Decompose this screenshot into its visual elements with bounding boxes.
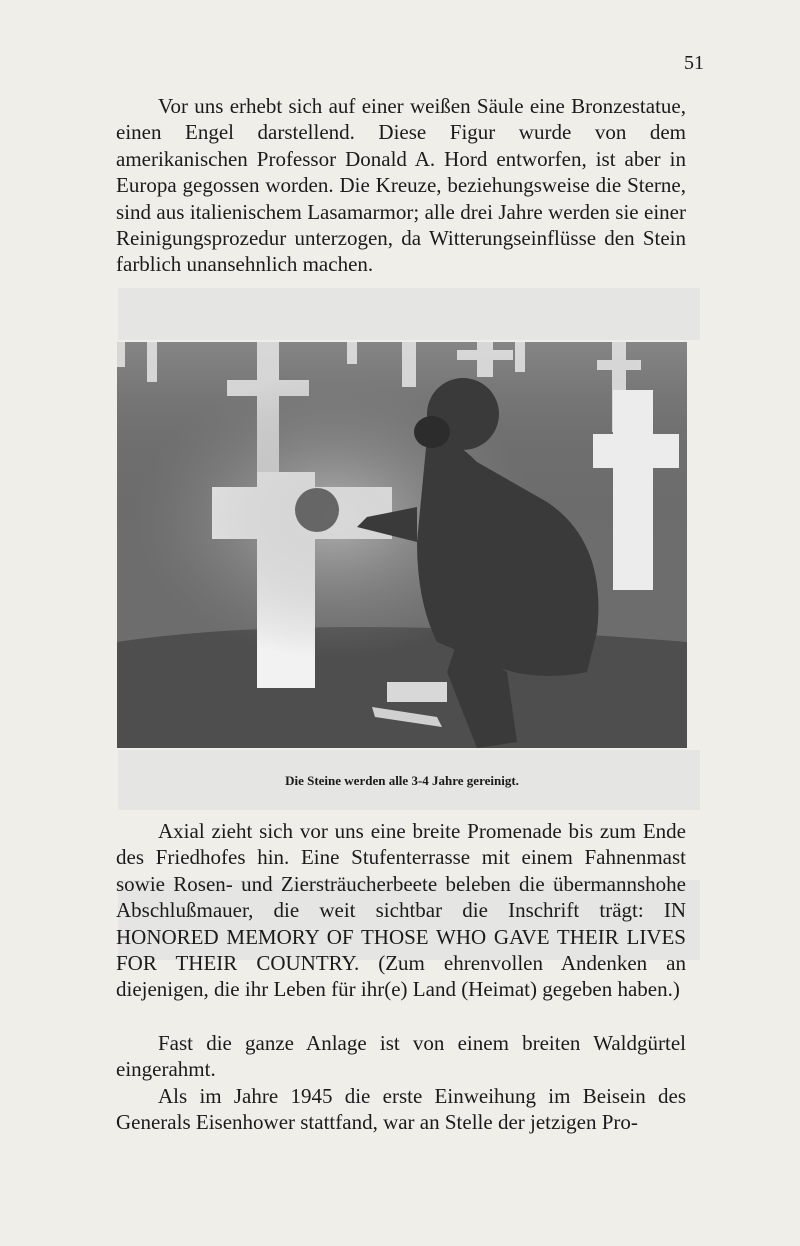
- page-number: 51: [684, 52, 704, 74]
- photo-caption: Die Steine werden alle 3-4 Jahre gereinigt.: [285, 773, 519, 788]
- paragraph-angel-statue: Vor uns erhebt sich auf einer weißen Säule eine Bronzestatue, einen Engel darstellend. Diese Figur wurde von dem amerikanischen Professor Donald A. Hord entworfen, ist aber in Europa gegossen worden. Die Kreuze, beziehungsweise die Sterne, sind aus italienischem Lasamarmor; alle drei Jahre werden sie einer Reinigungsprozedur unterzogen, da Witterungseinflüsse den Stein farblich unansehnlich machen.: [116, 94, 686, 277]
- photo-illustration: [117, 342, 687, 748]
- paragraph-promenade: Axial zieht sich vor uns eine breite Promenade bis zum Ende des Friedhofes hin. Eine Stufenterrasse mit einem Fahnenmast sowie Rosen- und Ziersträucherbeete beleben die übermannshohe Abschlußmauer, die weit sichtbar die Inschrift trägt: IN HONORED MEMORY OF THOSE WHO GAVE THEIR LIVES FOR THEIR COUNTRY. (Zum ehrenvollen Andenken an diejenigen, die ihr Leben für ihr(e) Land (Heimat) gegeben haben.): [116, 819, 686, 1002]
- paragraph-forest-belt: Fast die ganze Anlage ist von einem breiten Waldgürtel eingerahmt.: [116, 1031, 686, 1082]
- photo-cleaning-gravestones: [117, 342, 687, 748]
- paragraph-eisenhower: Als im Jahre 1945 die erste Einweihung im Beisein des Generals Eisenhower stattfand, war an Stelle der jetzigen Pro-: [116, 1084, 686, 1135]
